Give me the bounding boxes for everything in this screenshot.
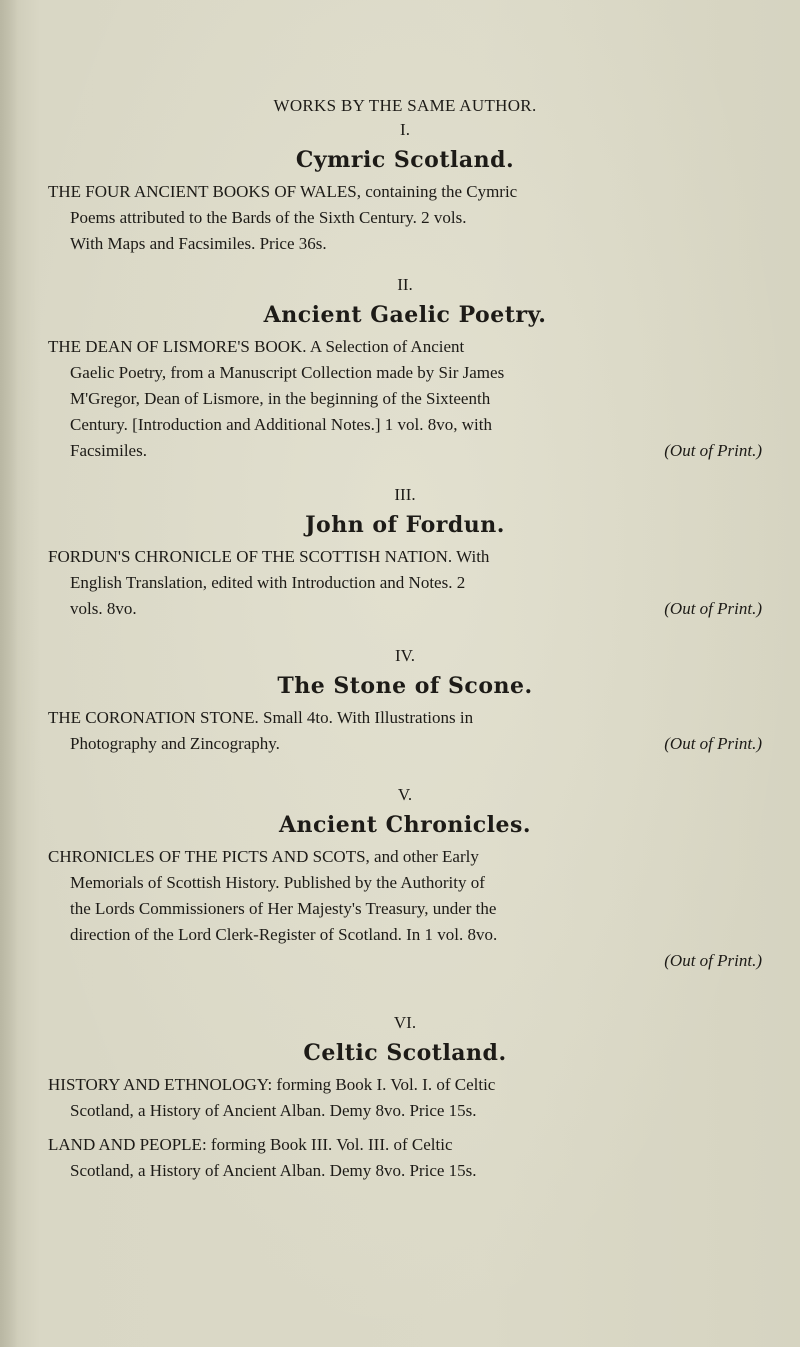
entry-line: direction of the Lord Clerk-Register of Scotland. In 1 vol. 8vo. <box>70 925 498 944</box>
section-numeral: IV. <box>395 646 415 665</box>
section-6 <box>48 1012 762 1184</box>
entry-line: English Translation, edited with Introduction and Notes. 2 <box>70 573 466 592</box>
entry-line: Gaelic Poetry, from a Manuscript Collection made by Sir James <box>70 363 505 382</box>
entry-line: THE CORONATION STONE. Small 4to. With Illustrations in <box>48 708 474 727</box>
book-entry <box>48 544 762 622</box>
entry-line: HISTORY AND ETHNOLOGY: forming Book I. Vol. I. of Celtic <box>48 1075 496 1094</box>
section-1 <box>48 119 762 257</box>
section-numeral: V. <box>397 785 413 804</box>
entry-line: FORDUN'S CHRONICLE OF THE SCOTTISH NATION. With <box>48 547 490 566</box>
out-of-print-note: (Out of Print.) <box>664 951 762 970</box>
entry-line <box>48 596 762 622</box>
entry-line: Poems attributed to the Bards of the Sixth Century. 2 vols. <box>70 208 467 227</box>
section-heading: Cymric Scotland. <box>295 147 515 173</box>
entry-line: Scotland, a History of Ancient Alban. Demy 8vo. Price 15s. <box>70 1101 477 1120</box>
section-2 <box>48 274 762 464</box>
section-heading: The Stone of Scone. <box>277 673 533 699</box>
section-numeral: II. <box>397 275 413 294</box>
page-spine-shadow <box>0 0 18 1347</box>
section-numeral: III. <box>394 485 416 504</box>
section-3 <box>48 484 762 622</box>
section-5 <box>48 784 762 974</box>
entry-line-text: Facsimiles. <box>70 441 147 460</box>
entry-line: CHRONICLES OF THE PICTS AND SCOTS, and other Early <box>48 847 479 866</box>
page-header: WORKS BY THE SAME AUTHOR. <box>273 96 537 115</box>
out-of-print-note: (Out of Print.) <box>664 734 762 753</box>
entry-line: Scotland, a History of Ancient Alban. Demy 8vo. Price 15s. <box>70 1161 477 1180</box>
entry-line: THE FOUR ANCIENT BOOKS OF WALES, containing the Cymric <box>48 182 518 201</box>
entry-line: With Maps and Facsimiles. Price 36s. <box>70 234 327 253</box>
out-of-print-note: (Out of Print.) <box>664 441 762 460</box>
section-heading: Celtic Scotland. <box>303 1040 507 1066</box>
entry-line: THE DEAN OF LISMORE'S BOOK. A Selection of Ancient <box>48 337 465 356</box>
book-entry <box>48 705 762 757</box>
section-heading: Ancient Chronicles. <box>278 812 532 838</box>
entry-line: the Lords Commissioners of Her Majesty's Treasury, under the <box>70 899 497 918</box>
entry-line: Memorials of Scottish History. Published by the Authority of <box>70 873 485 892</box>
book-entry <box>48 334 762 464</box>
section-4 <box>48 645 762 757</box>
entry-line-text: Photography and Zincography. <box>70 734 280 753</box>
book-entry <box>48 844 762 974</box>
out-of-print-note: (Out of Print.) <box>664 599 762 618</box>
entry-line: M'Gregor, Dean of Lismore, in the beginning of the Sixteenth <box>70 389 491 408</box>
book-entry <box>48 1072 762 1124</box>
entry-line <box>48 438 762 464</box>
book-entry <box>48 1132 762 1184</box>
section-heading: John of Fordun. <box>305 512 505 538</box>
entry-line: Century. [Introduction and Additional Notes.] 1 vol. 8vo, with <box>70 415 492 434</box>
entry-line-text: vols. 8vo. <box>70 599 137 618</box>
book-entry <box>48 179 762 257</box>
entry-line: LAND AND PEOPLE: forming Book III. Vol. III. of Celtic <box>48 1135 453 1154</box>
section-numeral: I. <box>400 120 410 139</box>
section-numeral: VI. <box>393 1013 417 1032</box>
section-heading: Ancient Gaelic Poetry. <box>263 302 547 328</box>
entry-line <box>48 731 762 757</box>
